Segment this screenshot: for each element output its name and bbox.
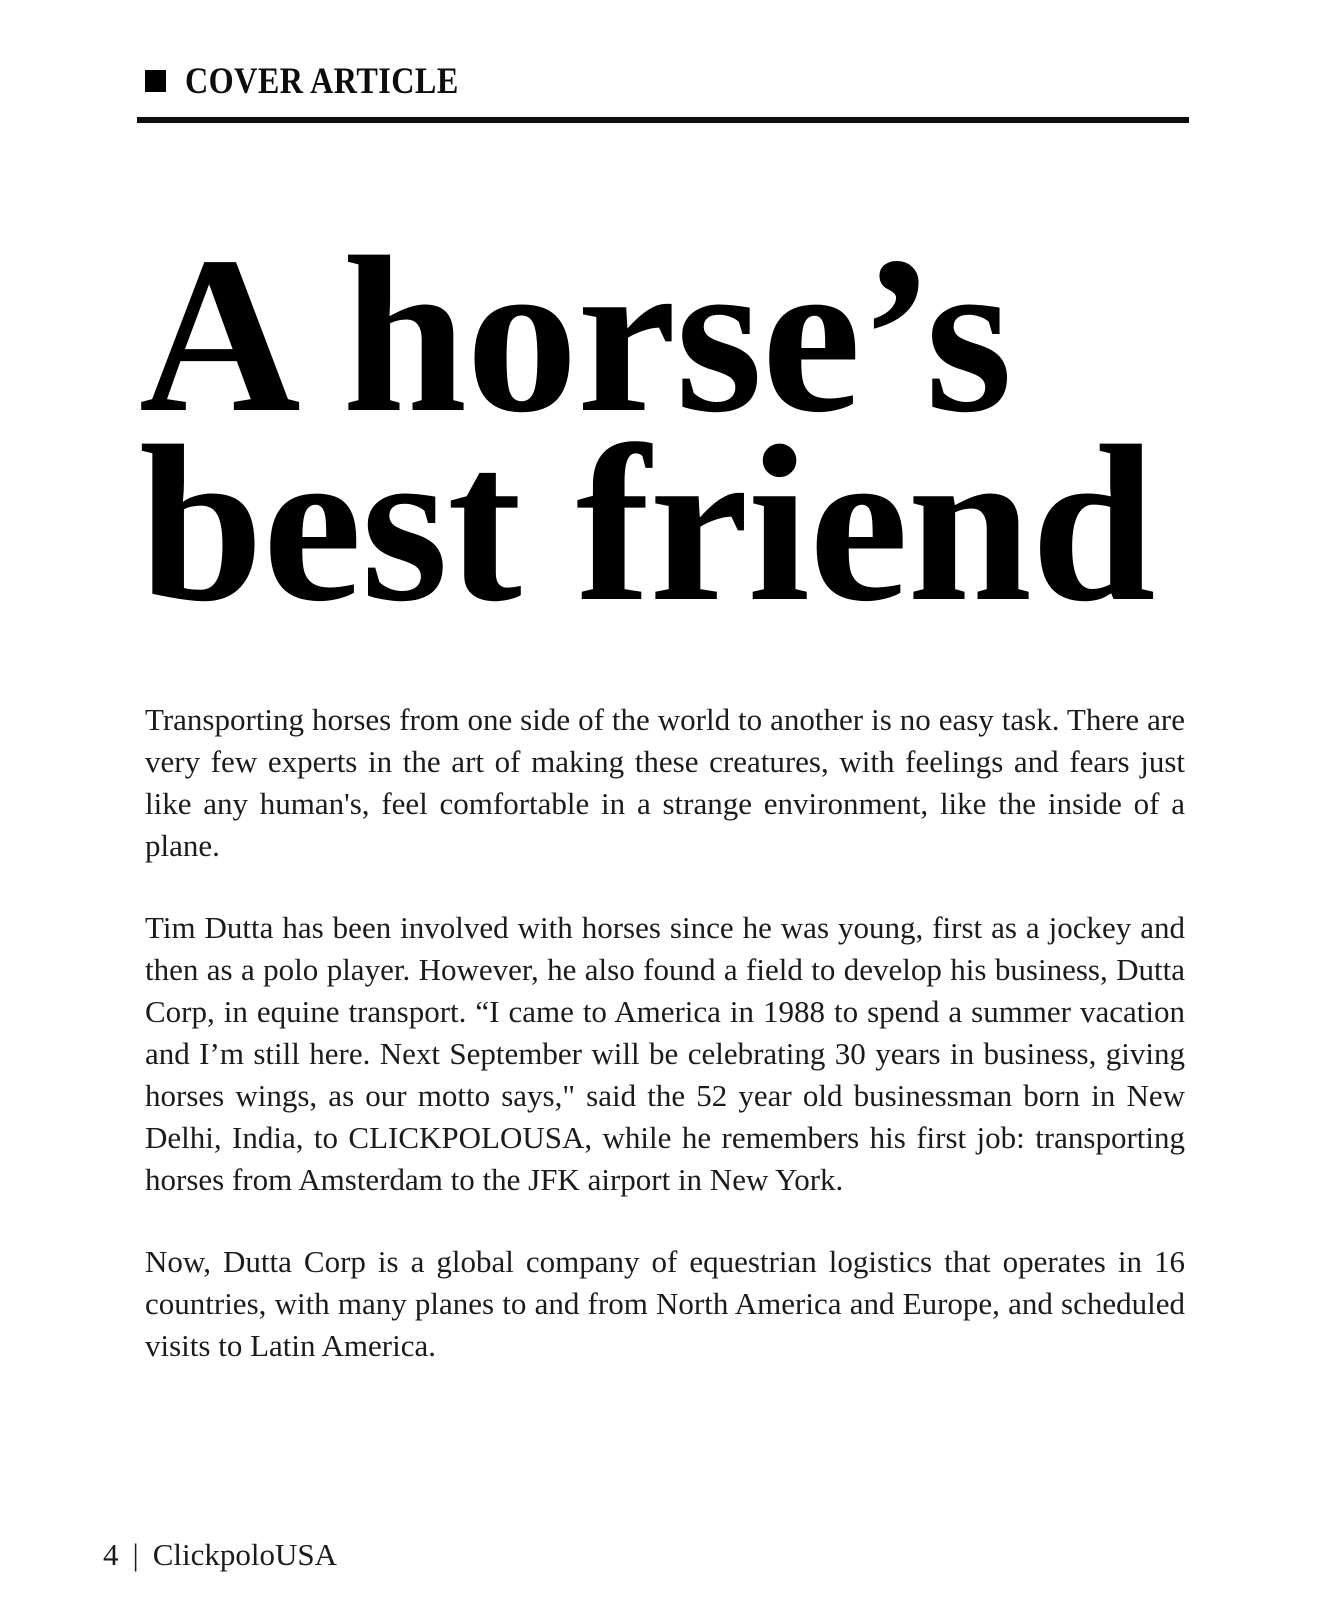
body-paragraph-1: Transporting horses from one side of the world to another is no easy task. There are very few experts in the art of making these creatures, with feelings and fears just like any human's, feel comfortable in a strange environment, like the inside of a plane. (145, 702, 1185, 863)
footer-separator: | (132, 1537, 139, 1572)
article-title (139, 211, 1185, 648)
kicker-square-icon (145, 70, 166, 92)
page-footer (103, 1534, 337, 1576)
header-rule (137, 117, 1189, 123)
body-paragraph-3: Now, Dutta Corp is a global company of equestrian logistics that operates in 16 countries, with many planes to and from North America and Europe, and scheduled visits to Latin America. (145, 1244, 1185, 1363)
article-title-line-2: best friend (139, 400, 1155, 648)
article-title-line-1: A horse’s (139, 211, 1012, 459)
body-paragraph-2: Tim Dutta has been involved with horses since he was young, first as a jockey and then as a polo player. However, he also found a field to develop his business, Dutta Corp, in equine transport. “I came to America in 1988 to spend a summer vacation and I’m still here. Next September will be celebrating 30 years in business, giving horses wings, as our motto says," said the 52 year old businessman born in New Delhi, India, to CLICKPOLOUSA, while he remembers his first job: transporting horses from Amsterdam to the JFK airport in New York. (145, 910, 1185, 1197)
page-number: 4 (103, 1537, 119, 1572)
kicker-row (145, 59, 1185, 103)
kicker-header (145, 0, 1185, 123)
publication-name: ClickpoloUSA (152, 1537, 338, 1572)
article-body (145, 699, 1185, 1367)
kicker-label: COVER ARTICLE (185, 60, 459, 102)
